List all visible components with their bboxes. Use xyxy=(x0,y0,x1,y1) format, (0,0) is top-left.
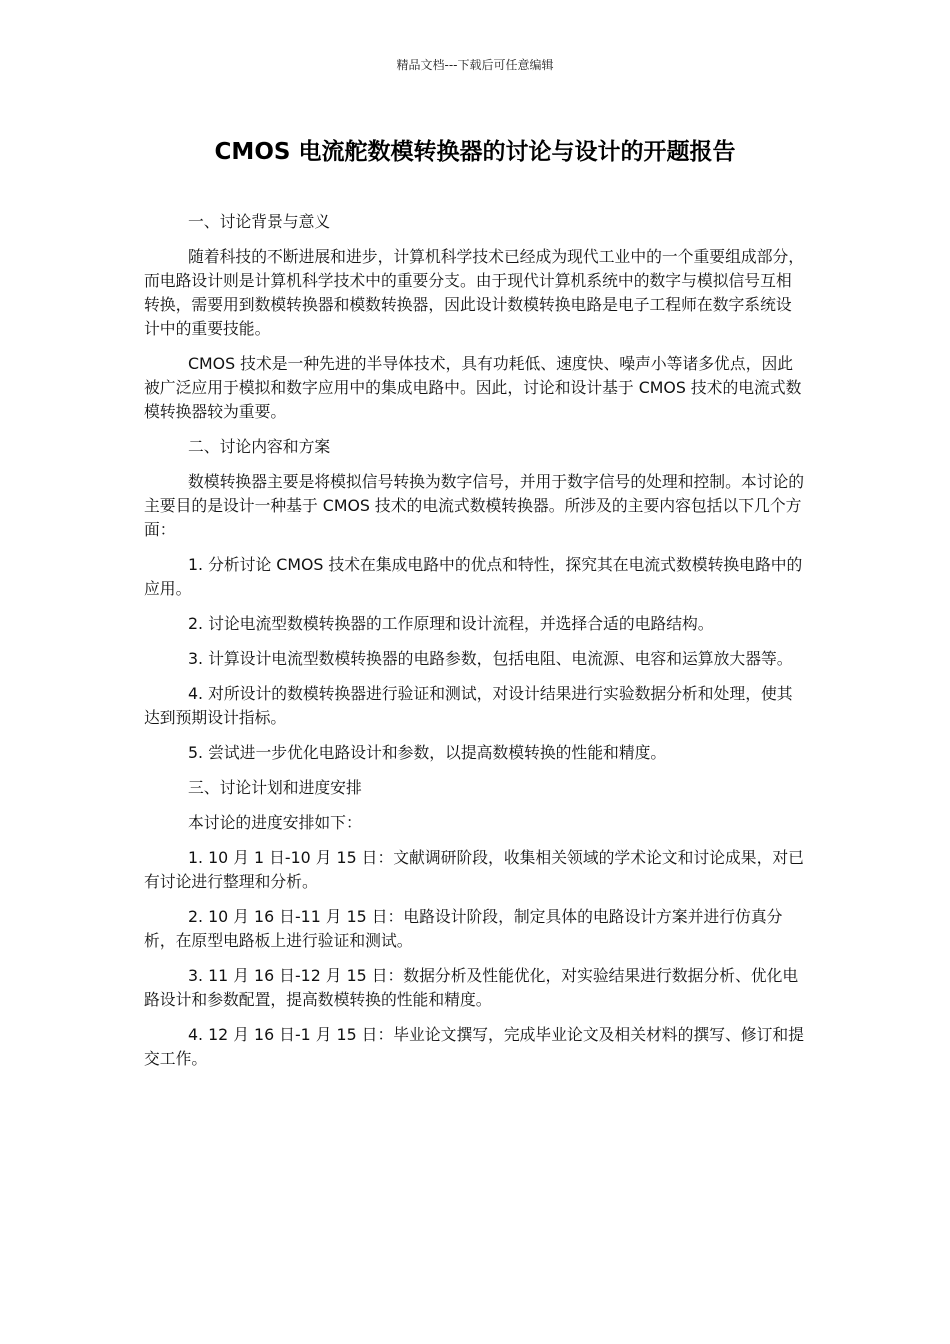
section-heading-content: 二、讨论内容和方案 xyxy=(188,437,331,456)
list-item: 4. 12 月 16 日-1 月 15 日：毕业论文撰写，完成毕业论文及相关材料的撰写、修订和提交工作。 xyxy=(144,1025,804,1068)
document-title: CMOS 电流舵数模转换器的讨论与设计的开题报告 xyxy=(214,139,736,165)
section-heading-background: 一、讨论背景与意义 xyxy=(188,212,331,231)
list-item: 4. 对所设计的数模转换器进行验证和测试，对设计结果进行实验数据分析和处理，使其达到预期设计指标。 xyxy=(144,684,793,727)
list-item: 3. 计算设计电流型数模转换器的电路参数，包括电阻、电流源、电容和运算放大器等。 xyxy=(188,649,793,668)
list-item: 1. 10 月 1 日-10 月 15 日：文献调研阶段，收集相关领域的学术论文和讨论成果，对已有讨论进行整理和分析。 xyxy=(144,848,804,891)
list-item: 3. 11 月 16 日-12 月 15 日：数据分析及性能优化，对实验结果进行数据分析、优化电路设计和参数配置，提高数模转换的性能和精度。 xyxy=(144,966,799,1009)
list-item: 2. 10 月 16 日-11 月 15 日：电路设计阶段，制定具体的电路设计方案并进行仿真分析，在原型电路板上进行验证和测试。 xyxy=(144,907,783,950)
paragraph: CMOS 技术是一种先进的半导体技术，具有功耗低、速度快、噪声小等诸多优点，因此被广泛应用于模拟和数字应用中的集成电路中。因此，讨论和设计基于 CMOS 技术的电流式数模转换器较为重要。 xyxy=(144,354,802,421)
header-note: 精品文档---下载后可任意编辑 xyxy=(396,58,554,72)
section-heading-schedule: 三、讨论计划和进度安排 xyxy=(188,778,362,797)
document-body xyxy=(144,210,806,1082)
paragraph: 本讨论的进度安排如下： xyxy=(188,813,362,832)
list-item: 5. 尝试进一步优化电路设计和参数，以提高数模转换的性能和精度。 xyxy=(188,743,667,762)
list-item: 1. 分析讨论 CMOS 技术在集成电路中的优点和特性，探究其在电流式数模转换电路中的应用。 xyxy=(144,555,803,598)
list-item: 2. 讨论电流型数模转换器的工作原理和设计流程，并选择合适的电路结构。 xyxy=(188,614,714,633)
paragraph: 数模转换器主要是将模拟信号转换为数字信号，并用于数字信号的处理和控制。本讨论的主要目的是设计一种基于 CMOS 技术的电流式数模转换器。所涉及的主要内容包括以下几个方面： xyxy=(144,472,805,539)
paragraph: 随着科技的不断进展和进步，计算机科学技术已经成为现代工业中的一个重要组成部分，而电路设计则是计算机科学技术中的重要分支。由于现代计算机系统中的数字与模拟信号互相转换，需要用到数模转换器和模数转换器，因此设计数模转换电路是电子工程师在数字系统设计中的重要技能。 xyxy=(144,247,805,338)
